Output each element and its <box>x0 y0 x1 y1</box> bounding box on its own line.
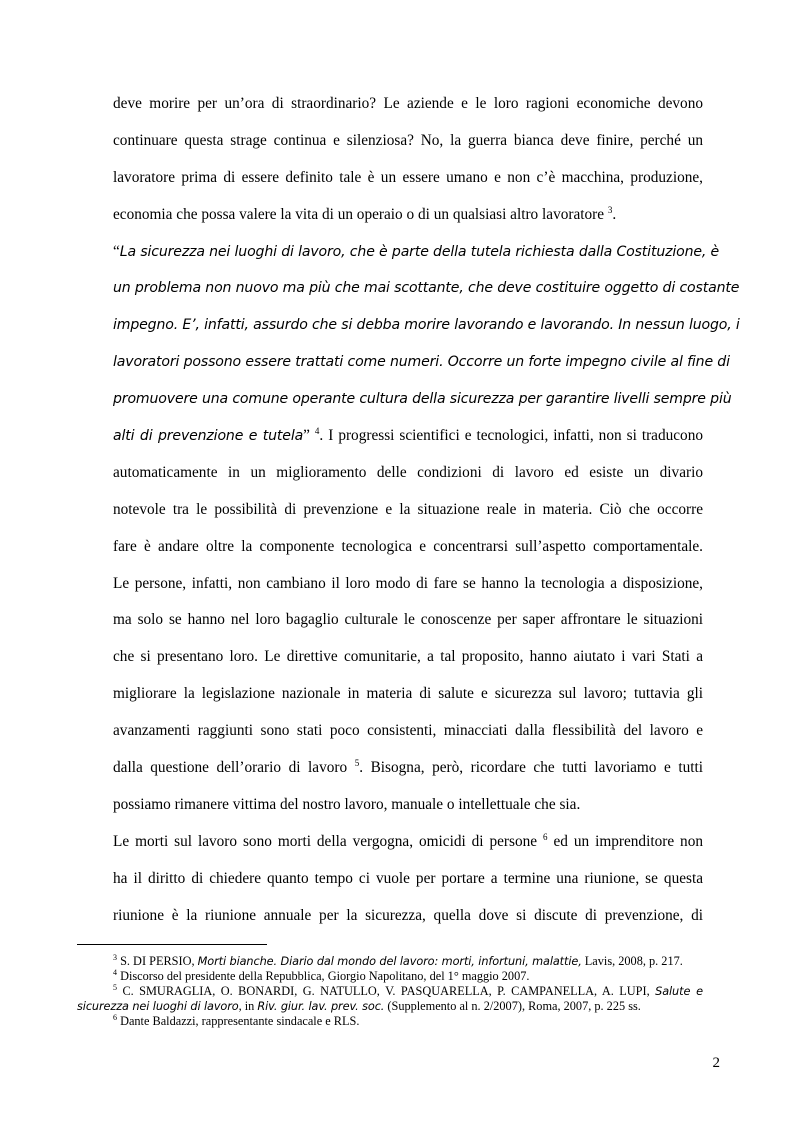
footnote-text: S. DI PERSIO, <box>117 954 198 968</box>
quote-line <box>113 307 740 344</box>
text-line <box>113 197 703 234</box>
text-line: che si presentano loro. Le direttive comunitarie, a tal proposito, hanno aiutato i vari Stati a <box>113 648 703 666</box>
text-line: migliorare la legislazione nazionale in materia di salute e sicurezza sul lavoro; tuttavia gli <box>113 685 703 703</box>
footnote-ref-4[interactable]: 4 <box>314 426 320 437</box>
text-line: Le persone, infatti, non cambiano il loro modo di fare se hanno la tecnologia a disposizione, <box>113 574 703 592</box>
footnote-text: Discorso del presidente della Repubblica, Giorgio Napolitano, del 1° maggio 2007. <box>117 969 530 984</box>
footnote-number: 5 <box>113 983 117 993</box>
text-line: riunione è la riunione annuale per la sicurezza, quella dove si discute di prevenzione, di <box>113 906 703 924</box>
text-line <box>113 750 703 787</box>
text-segment: . I progressi scientifici e tecnologici, infatti, non si traducono <box>319 427 703 445</box>
text-line: fare è andare oltre la componente tecnologica e concentrarsi sull’aspetto comportamentale. <box>113 537 703 555</box>
footnote-4 <box>77 969 703 984</box>
text-line <box>113 418 703 455</box>
text-line: possiamo rimanere vittima del nostro lavoro, manuale o intellettuale che sia. <box>113 795 581 813</box>
open-quote: “ <box>113 242 120 260</box>
footnote-ref-3[interactable]: 3 <box>607 204 613 215</box>
text-segment: . Bisogna, però, ricordare che tutti lavoriamo e tutti <box>359 759 704 777</box>
footnote-number: 6 <box>113 1013 117 1023</box>
footnote-text: (Supplemento al n. 2/2007), Roma, 2007, <box>384 999 592 1014</box>
footnote-text: , in <box>238 999 258 1014</box>
text-segment: economia che possa valere la vita di un operaio o di un qualsiasi altro lavoratore <box>113 205 605 223</box>
quote-text: alti di prevenzione e tutela <box>113 428 304 445</box>
footnote-5 <box>77 984 703 1014</box>
footnote-text: Lavis, 2008, p. 217. <box>581 954 683 968</box>
body-text <box>113 86 740 934</box>
footnote-text: Dante Baldazzi, rappresentante sindacale e RLS. <box>117 1014 360 1029</box>
text-segment: dalla questione dell’orario di lavoro <box>113 759 348 777</box>
footnote-number: 4 <box>113 968 117 978</box>
footnote-number: 3 <box>113 953 117 962</box>
text-line: continuare questa strage continua e silenziosa? No, la guerra bianca deve finire, perché un <box>113 131 703 149</box>
footnote-3 <box>77 954 703 969</box>
text-line: lavoratore prima di essere definito tale è un essere umano e non c’è macchina, produzione, <box>113 168 703 186</box>
text-segment: ed un imprenditore non <box>547 832 703 850</box>
text-line: automaticamente in un miglioramento delle condizioni di lavoro ed esiste un divario <box>113 463 703 481</box>
text-line: avanzamenti raggiunti sono stati poco consistenti, minacciati dalla flessibilità del lavoro e <box>113 722 703 740</box>
text-line: ma solo se hanno nel loro bagaglio culturale le conoscenze per saper affrontare le situazioni <box>113 611 703 629</box>
text-line: deve morire per un’ora di straordinario? Le aziende e le loro ragioni economiche devono <box>113 95 703 112</box>
quote-line <box>113 344 730 381</box>
quote-text: un problema non nuovo ma più che mai scottante, che deve costituire oggetto di costante <box>113 280 740 297</box>
footnotes <box>77 954 703 1029</box>
footnote-ref-5[interactable]: 5 <box>354 758 360 769</box>
footnote-6 <box>77 1014 703 1029</box>
quote-text: promuovere una comune operante cultura della sicurezza per garantire livelli sempre più <box>113 391 732 408</box>
footnote-text: C. SMURAGLIA, O. BONARDI, G. NATULLO, V. PASQUARELLA, P. CAMPANELLA, A. LUPI, <box>117 984 650 999</box>
text-line: ha il diritto di chiedere quanto tempo ci vuole per portare a termine una riunione, se questa <box>113 869 703 887</box>
quote-text: impegno. E’, infatti, assurdo che si debba morire lavorando e lavorando. In nessun luogo, i <box>113 317 740 334</box>
text-line: notevole tra le possibilità di prevenzione e la situazione reale in materia. Ciò che occorre <box>113 500 703 518</box>
footnote-title: Salute e sicurezza nei luoghi di lavoro <box>77 985 704 1014</box>
footnote-journal: Riv. giur. lav. prev. soc. <box>257 1000 385 1014</box>
text-segment: Le morti sul lavoro sono morti della vergogna, omicidi di persone <box>113 832 538 850</box>
quote-line <box>113 270 740 307</box>
quote-line <box>113 381 732 418</box>
footnote-title: Morti bianche. Diario dal mondo del lavoro: morti, infortuni, malattie, <box>197 955 582 968</box>
quote-line <box>113 234 720 271</box>
text-line <box>113 824 703 861</box>
quote-text: La sicurezza nei luoghi di lavoro, che è parte della tutela richiesta dalla Costituzione, è <box>119 243 720 260</box>
page-number: 2 <box>712 1055 720 1071</box>
footnote-separator <box>77 944 267 945</box>
quote-text: lavoratori possono essere trattati come numeri. Occorre un forte impegno civile al fine di <box>113 354 730 371</box>
footnote-text: p. 225 ss. <box>594 999 641 1014</box>
footnote-ref-6[interactable]: 6 <box>543 831 548 842</box>
text-segment: . <box>612 205 617 223</box>
close-quote: ” <box>303 427 310 445</box>
